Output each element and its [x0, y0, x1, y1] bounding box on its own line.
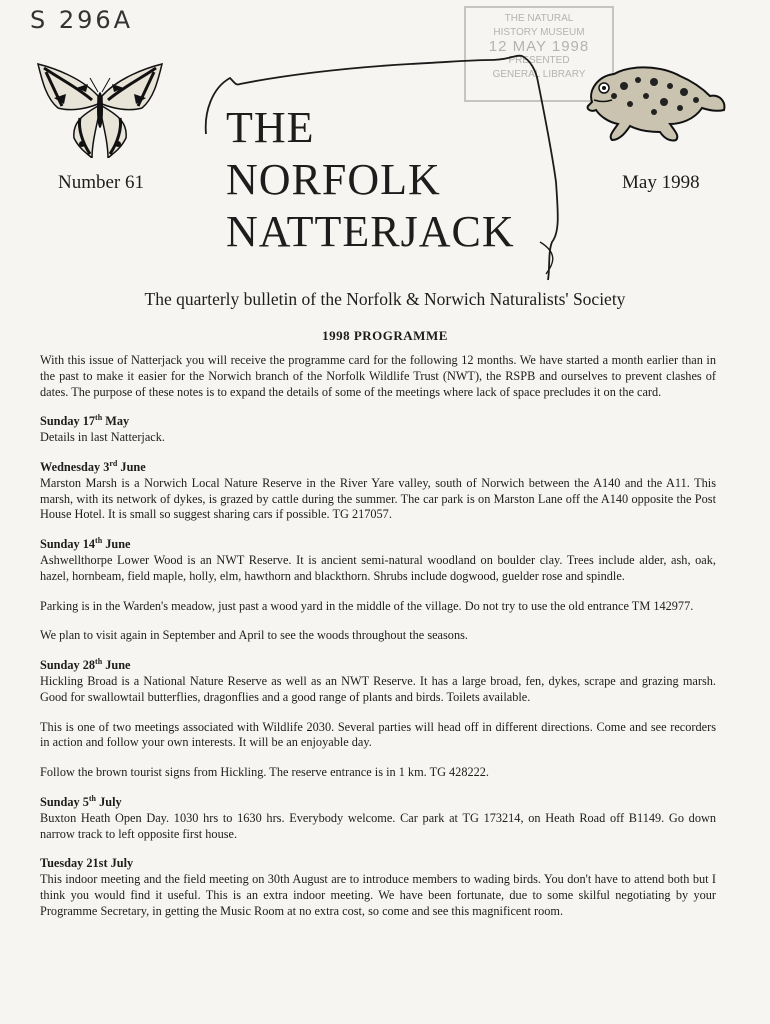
- event-date: [40, 414, 716, 430]
- issue-date: May 1998: [622, 172, 700, 193]
- event-date: [40, 460, 716, 476]
- stamp-line: PRESENTED: [508, 55, 570, 66]
- event-paragraph: Buxton Heath Open Day. 1030 hrs to 1630 hrs. Everybody welcome. Car park at TG 173214, on Heath Road off B1149. Go down narrow track to left opposite first house.: [40, 810, 716, 841]
- toad-illustration: [584, 52, 729, 144]
- event-month: June: [102, 658, 131, 673]
- event-day: Sunday 14: [40, 537, 96, 552]
- event-block: [40, 856, 716, 919]
- event-paragraph: This is one of two meetings associated with Wildlife 2030. Several parties will head off in different directions. Come and see recorders in action and follow your own interests. It will be an enjoyable day.: [40, 719, 716, 750]
- intro-paragraph: With this issue of Natterjack you will receive the programme card for the following 12 months. We have started a month earlier than in the past to make it easier for the Norwich branch of the Norfolk Wildlife Trust (NWT), the RSPB and ourselves to prevent clashes of dates. The purpose of these notes is to expand the details of some of the meetings where lack of space precludes it on the card.: [40, 353, 716, 399]
- event-day: Tuesday 21st July: [40, 856, 134, 871]
- event-paragraph: Details in last Natterjack.: [40, 430, 165, 445]
- event-date: [40, 856, 716, 872]
- event-day: Sunday 17: [40, 414, 96, 429]
- event-paragraph: This indoor meeting and the field meeting on 30th August are to introduce members to wading birds. You don't have to attend both but I think you would find it useful. This is an extra indoor meeting. We have been fortunate, due to some skilful negotiating by your Programme Secretary, in getting the Music Room at no extra cost, so come and see this magnificent room.: [40, 872, 716, 918]
- event-paragraph: Hickling Broad is a National Nature Reserve as well as an NWT Reserve. It has a large broad, fen, dykes, scrape and grazing marsh. Good for swallowtail butterflies, dragonflies and a good range of plants and birds. Toilets available.: [40, 673, 716, 704]
- event-paragraph: Ashwellthorpe Lower Wood is an NWT Reserve. It is ancient semi-natural woodland on boulder clay. Trees include alder, ash, oak, hazel, hornbeam, field maple, holly, elm, hawthorn and blackthorn. Shrubs include dogwood, guelder rose and spindle.: [40, 552, 716, 583]
- date-suffix: th: [95, 657, 103, 667]
- date-suffix: th: [88, 793, 97, 803]
- date-suffix: rd: [109, 458, 118, 468]
- stamp-line: GENERAL LIBRARY: [492, 69, 586, 80]
- handwritten-reference: S 296A: [30, 6, 134, 34]
- event-day: Sunday 5: [40, 794, 89, 809]
- title-line-3: NATTERJACK: [226, 207, 515, 256]
- event-date: [40, 795, 716, 811]
- event-block: [40, 460, 716, 523]
- event-month: June: [117, 459, 146, 474]
- date-suffix: th: [95, 536, 103, 546]
- event-month: May: [102, 414, 130, 429]
- event-month: June: [102, 537, 131, 552]
- stamp-date: 12 MAY 1998: [488, 38, 590, 55]
- title-line-1: THE: [226, 103, 315, 152]
- butterfly-illustration: [32, 58, 168, 158]
- event-block: [40, 537, 716, 644]
- event-block: [40, 795, 716, 842]
- event-block: [40, 414, 716, 446]
- event-day: Wednesday 3: [40, 459, 110, 474]
- event-paragraph: Marston Marsh is a Norwich Local Nature Reserve in the River Yare valley, south of Norwich between the A140 and the A11. This marsh, with its network of dykes, is grazed by cattle during the summer. The car park is on Marston Lane off the A140 opposite the Post House Hotel. It is small so suggest sharing cars if possible. TG 217057.: [40, 475, 716, 522]
- programme-notes: [40, 353, 716, 934]
- title-line-2: NORFOLK: [226, 155, 441, 204]
- event-day: Sunday 28: [40, 658, 96, 673]
- event-paragraph: We plan to visit again in September and April to see the woods throughout the seasons.: [40, 628, 468, 643]
- programme-heading: 1998 PROGRAMME: [322, 328, 448, 343]
- event-paragraph: Parking is in the Warden's meadow, just past a wood yard in the middle of the village. Do not try to use the old entrance TM 142977.: [40, 598, 694, 613]
- event-block: [40, 658, 716, 781]
- event-date: [40, 658, 716, 674]
- stamp-line: HISTORY MUSEUM: [493, 27, 585, 38]
- event-date: [40, 537, 716, 553]
- date-suffix: th: [95, 413, 103, 423]
- event-month: July: [96, 794, 122, 809]
- stamp-line: THE NATURAL: [504, 13, 574, 24]
- event-paragraph: Follow the brown tourist signs from Hickling. The reserve entrance is in 1 km. TG 428222.: [40, 765, 489, 780]
- issue-number: Number 61: [58, 172, 145, 193]
- bulletin-subtitle: The quarterly bulletin of the Norfolk & Norwich Naturalists' Society: [144, 289, 626, 309]
